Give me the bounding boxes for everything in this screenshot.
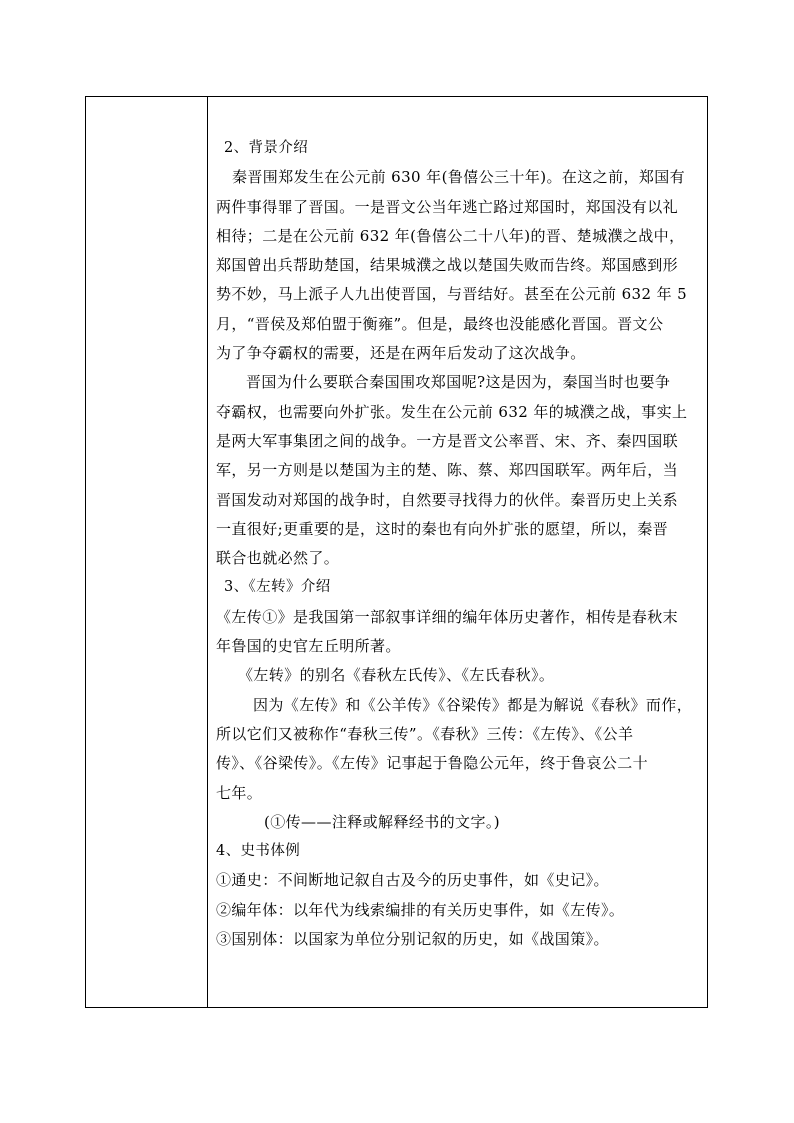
paragraph-line: 七年。 xyxy=(216,783,263,802)
list-item: ③国别体：以国家为单位分别记叙的历史，如《战国策》。 xyxy=(216,930,609,949)
paragraph-line: 晋国发动对郑国的战争时，自然要寻找得力的伙伴。秦晋历史上关系 xyxy=(216,490,679,509)
paragraph-line: 为了争夺霸权的需要，还是在两年后发动了这次战争。 xyxy=(216,344,586,363)
list-item: ②编年体：以年代为线索编排的有关历史事件，如《左传》。 xyxy=(216,900,625,919)
paragraph-line: 晋国为什么要联合秦国围攻郑国呢?这是因为，秦国当时也要争 xyxy=(246,373,671,392)
paragraph-line: 军，另一方则是以楚国为主的楚、陈、蔡、郑四国联军。两年后，当 xyxy=(216,461,679,480)
paragraph-line: 夺霸权，也需要向外扩张。发生在公元前 632 年的城濮之战，事实上 xyxy=(216,402,688,421)
section-heading-history-types: 4、史书体例 xyxy=(216,843,301,860)
section-heading-zuozhuan: 3、《左转》介绍 xyxy=(224,579,331,596)
paragraph-line: 所以它们又被称作“春秋三传”。《春秋》三传：《左传》、《公羊 xyxy=(216,724,634,743)
paragraph-line: 秦晋围郑发生在公元前 630 年(鲁僖公三十年)。在这之前，郑国有 xyxy=(232,168,686,187)
right-column-cell xyxy=(208,97,707,1007)
paragraph-line: 两件事得罪了晋国。一是晋文公当年逃亡路过郑国时，郑国没有以礼 xyxy=(216,197,679,216)
paragraph-line: 月，“晋侯及郑伯盟于衡雍”。但是，最终也没能感化晋国。晋文公 xyxy=(216,314,664,333)
left-column-cell xyxy=(86,97,208,1007)
paragraph-line: 相待；二是在公元前 632 年(鲁僖公二十八年)的晋、楚城濮之战中， xyxy=(216,226,685,245)
paragraph-line: 联合也就必然了。 xyxy=(216,549,340,568)
paragraph-line: 一直很好;更重要的是，这时的秦也有向外扩张的愿望，所以，秦晋 xyxy=(216,519,669,538)
paragraph-line: 《左传①》是我国第一部叙事详细的编年体历史著作，相传是春秋末 xyxy=(216,607,679,626)
paragraph-line: 是两大军事集团之间的战争。一方是晋文公率晋、宋、齐、秦四国联 xyxy=(216,431,679,450)
paragraph-line: 郑国曾出兵帮助楚国，结果城濮之战以楚国失败而告终。郑国感到形 xyxy=(216,256,679,275)
lesson-table xyxy=(85,96,708,1008)
paragraph-line: 《左转》的别名《春秋左氏传》、《左氏春秋》。 xyxy=(238,666,555,685)
lesson-content xyxy=(216,134,706,954)
paragraph-line: 势不妙，马上派子人九出使晋国，与晋结好。甚至在公元前 632 年 5 xyxy=(216,285,688,304)
paragraph-line: 因为《左传》和《公羊传》《谷梁传》都是为解说《春秋》而作， xyxy=(253,695,693,714)
footnote-line: (①传——注释或解释经书的文字。) xyxy=(264,812,501,831)
paragraph-line: 年鲁国的史官左丘明所著。 xyxy=(216,637,401,656)
paragraph-line: 传》、《谷梁传》。《左传》记事起于鲁隐公元年，终于鲁哀公二十 xyxy=(216,754,649,773)
section-heading-background: 2、背景介绍 xyxy=(224,140,309,156)
list-item: ①通史：不间断地记叙自古及今的历史事件，如《史记》。 xyxy=(216,871,609,890)
